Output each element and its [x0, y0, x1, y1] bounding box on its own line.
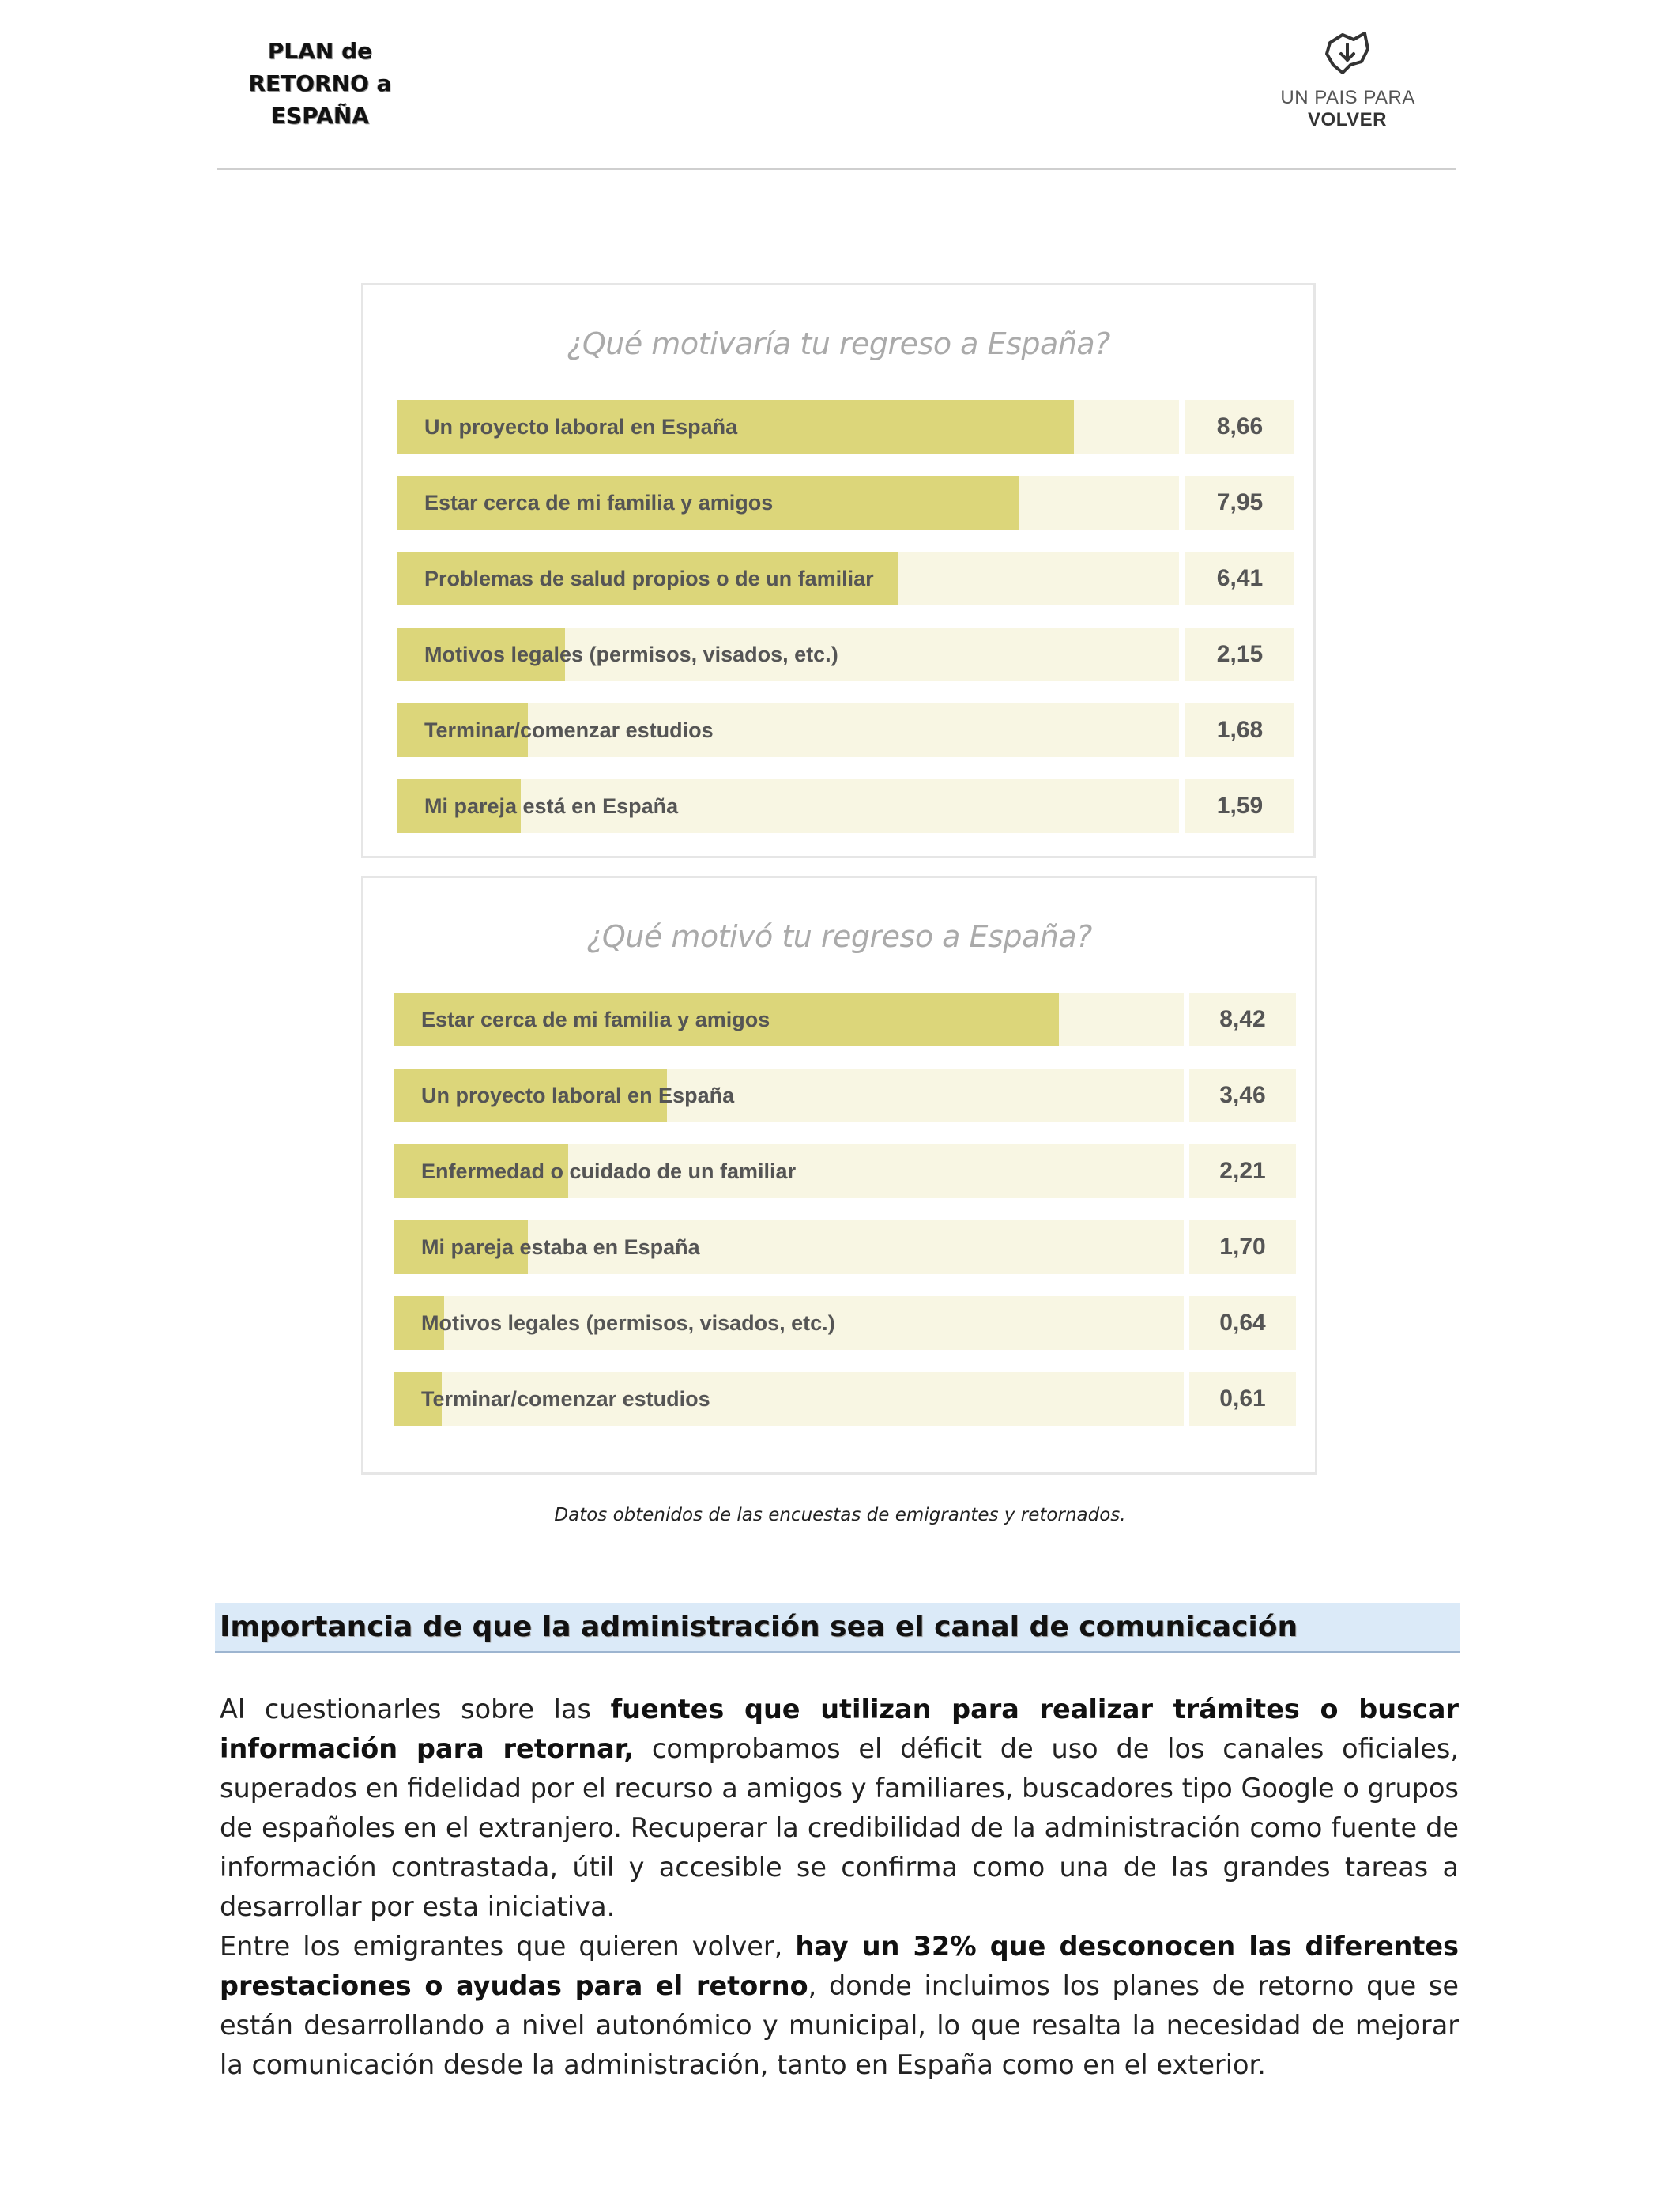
brand-logo: [1252, 25, 1442, 131]
bar-row: [394, 1144, 1184, 1198]
chart-title: ¿Qué motivaría tu regreso a España?: [567, 326, 1110, 361]
paragraph-emigrantes: [220, 1927, 1459, 2085]
section-heading: Importancia de que la administración sea el canal de comunicación: [215, 1603, 1460, 1653]
bar-label: Enfermedad o cuidado de un familiar: [421, 1159, 797, 1183]
p2-text-1: Entre los emigrantes que quieren volver,: [220, 1931, 796, 1962]
chart-title: ¿Qué motivó tu regreso a España?: [586, 919, 1092, 954]
bar-label: Terminar/comenzar estudios: [424, 718, 714, 742]
bar-label: Estar cerca de mi familia y amigos: [421, 1007, 770, 1031]
brand-text: [1252, 87, 1442, 131]
bar-label: Mi pareja estaba en España: [421, 1235, 700, 1259]
bar-label: Motivos legales (permisos, visados, etc.): [424, 642, 838, 666]
p2-bold-1: hay un 32% que desconocen las diferentes prestaciones o ayudas para el retorno: [220, 1931, 1460, 2001]
bar-value-label: 1,68: [1185, 703, 1294, 757]
p1-text-1: Al cuestionarles sobre las: [220, 1694, 611, 1725]
bar-row: [394, 1220, 1184, 1274]
bar-row: [397, 476, 1179, 530]
bar-label: Motivos legales (permisos, visados, etc.): [421, 1310, 835, 1335]
bar-value-label: 0,64: [1189, 1296, 1296, 1350]
bar-value-label: 1,70: [1189, 1220, 1296, 1274]
bar-row: [397, 400, 1179, 454]
bar-value-label: 6,41: [1185, 552, 1294, 605]
logo-line-3: ESPAÑA: [270, 103, 370, 129]
brand-text-prefix: UN PAIS PARA: [1280, 87, 1414, 108]
bar-label: Terminar/comenzar estudios: [421, 1386, 710, 1411]
bar-row: [394, 1069, 1184, 1122]
bar-label: Estar cerca de mi familia y amigos: [424, 490, 774, 515]
bar-label: Mi pareja está en España: [424, 794, 679, 818]
logo-line-1: PLAN de: [267, 38, 373, 64]
bar-row: [397, 552, 1179, 605]
chart-motivaria: [361, 283, 1316, 858]
brand-text-bold: VOLVER: [1308, 109, 1387, 130]
bar-value-label: 7,95: [1185, 476, 1294, 530]
bar-label: Problemas de salud propios o de un familiar: [424, 566, 874, 590]
p2-text-2: , donde incluimos los planes de retorno que se están desarrollando a nivel autonómico y municipal, lo que resalta la necesidad de mejorar la comunicación desde la administración, tanto en España como en el exterior.: [220, 1970, 1459, 2080]
paragraph-fuentes: [220, 1690, 1459, 1927]
bar-value-label: 8,66: [1185, 400, 1294, 454]
bar-row: [394, 1372, 1184, 1426]
bar-value-label: 0,61: [1189, 1372, 1296, 1426]
header-divider: [217, 168, 1456, 170]
p1-text-2: comprobamos el déficit de uso de los canales oficiales, superados en fidelidad por el recurso a amigos y familiares, buscadores tipo Google o grupos de españoles en el extranjero. Recuperar la credibilidad de la administración como fuente de información contrastada, útil y accesible se confirma como una de las grandes tareas a desarrollar por esta iniciativa.: [220, 1733, 1459, 1922]
bar-row: [397, 703, 1179, 757]
bar-row: [397, 628, 1179, 681]
bar-row: [394, 1296, 1184, 1350]
plan-retorno-logo: [237, 35, 403, 132]
bar-value-label: 3,46: [1189, 1069, 1296, 1122]
logo-line-2: RETORNO a: [248, 70, 392, 96]
bar-value-label: 1,59: [1185, 779, 1294, 833]
bar-label: Un proyecto laboral en España: [421, 1083, 735, 1107]
bar-value-label: 2,15: [1185, 628, 1294, 681]
bar-row: [394, 993, 1184, 1046]
bar-value-label: 2,21: [1189, 1144, 1296, 1198]
bar-label: Un proyecto laboral en España: [424, 414, 738, 439]
map-return-icon: [1319, 25, 1376, 82]
figure-caption: Datos obtenidos de las encuestas de emigrantes y retornados.: [554, 1505, 1126, 1525]
bar-value-label: 8,42: [1189, 993, 1296, 1046]
chart-motivo: [361, 876, 1317, 1475]
p1-bold-1: fuentes que utilizan para realizar trámites o buscar información para retornar,: [220, 1694, 1459, 1764]
bar-row: [397, 779, 1179, 833]
